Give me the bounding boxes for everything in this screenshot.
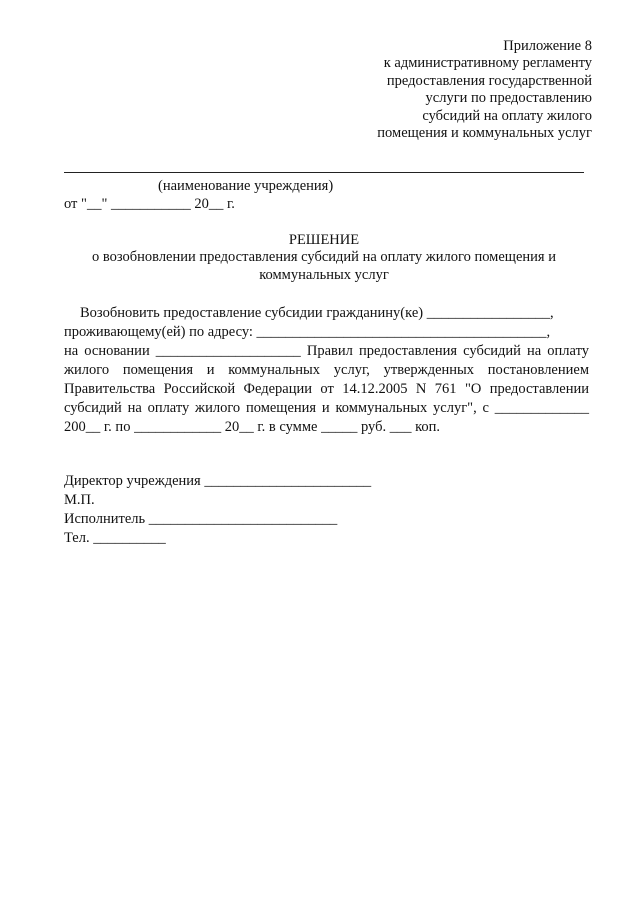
annex-line: к административному регламенту bbox=[383, 55, 592, 72]
annex-line: услуги по предоставлению bbox=[425, 90, 592, 107]
institution-caption: (наименование учреждения) bbox=[158, 178, 334, 194]
annex-line: предоставления государственной bbox=[386, 72, 592, 89]
annex-note bbox=[292, 38, 592, 142]
phone-line: Тел. __________ bbox=[64, 530, 166, 546]
institution-name-blank-line bbox=[64, 172, 584, 173]
director-line: Директор учреждения _______________________ bbox=[64, 473, 372, 489]
body-line-citizen: Возобновить предоставление субсидии гражданину(ке) _________________, bbox=[80, 305, 554, 321]
decision-subtitle: о возобновлении предоставления субсидий на оплату жилого помещения и коммунальных услуг bbox=[92, 249, 556, 283]
annex-line: Приложение 8 bbox=[503, 38, 592, 54]
decision-title-block bbox=[64, 232, 584, 284]
annex-line: субсидий на оплату жилого bbox=[422, 107, 592, 124]
date-line: от "__" ___________ 20__ г. bbox=[64, 196, 235, 212]
signature-block bbox=[64, 472, 371, 548]
body-paragraph: на основании ____________________ Правил предоставления субсидий на оплату жилого помещения и коммунальных услуг, утвержденных постановлением Правительства Российской Федерации от 14.12.2005 N 761 "О предоставлении субсидий на оплату жилого помещения и коммунальных услуг", с _____________ 200__ г. по ____________ 20__ г. в сумме _____ руб. ___ коп. bbox=[64, 343, 589, 435]
stamp-label: М.П. bbox=[64, 492, 95, 508]
decision-heading: РЕШЕНИЕ bbox=[288, 232, 360, 248]
decision-body bbox=[64, 304, 589, 437]
body-line-address: проживающему(ей) по адресу: ________________________________________, bbox=[64, 324, 551, 340]
annex-line: помещения и коммунальных услуг bbox=[377, 125, 592, 142]
executor-line: Исполнитель __________________________ bbox=[64, 511, 338, 527]
